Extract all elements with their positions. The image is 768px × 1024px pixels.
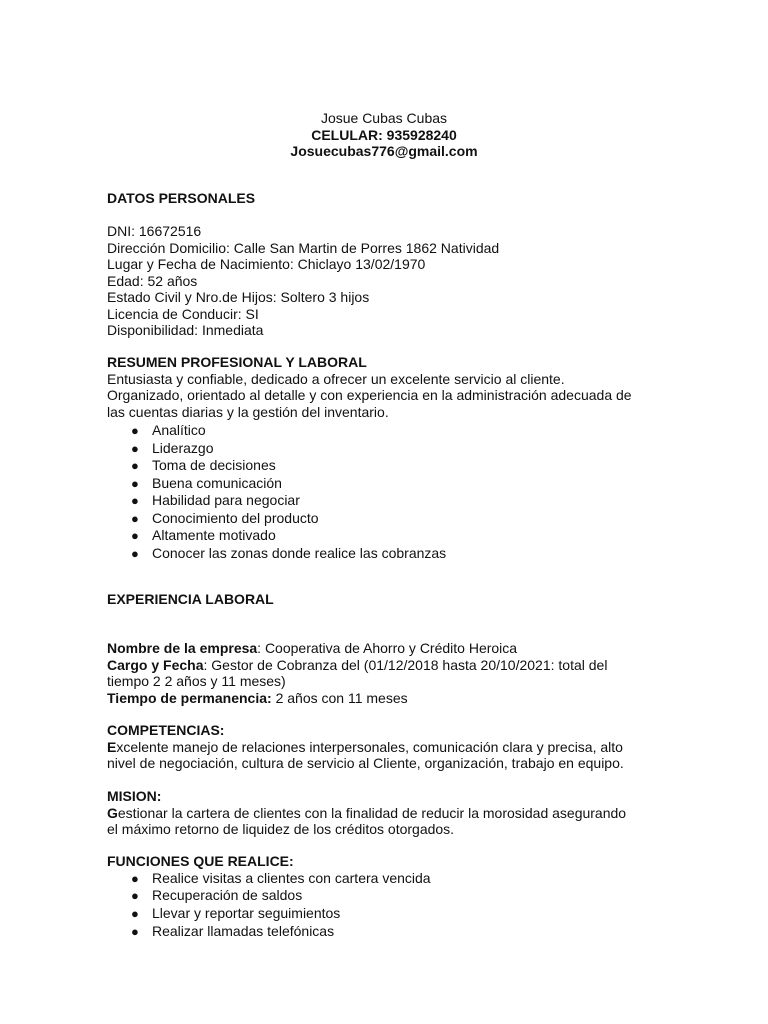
bullet-icon: ●	[131, 510, 139, 526]
competencias-text: Excelente manejo de relaciones interpersonales, comunicación clara y precisa, alto nivel de negociación, cultura de servicio al Cliente, organización, trabajo en equipo.	[107, 738, 624, 771]
list-item: ● Habilidad para negociar	[131, 492, 300, 508]
personal-data-list	[107, 223, 652, 339]
competencias-section	[107, 722, 637, 772]
skills-list	[107, 422, 653, 562]
personal-birth: Lugar y Fecha de Nacimiento: Chiclayo 13/02/1970	[107, 256, 426, 272]
tenure-value: 2 años con 11 meses	[271, 689, 408, 706]
list-item: ● Recuperación de saldos	[131, 887, 303, 904]
bullet-icon: ●	[131, 423, 139, 438]
bullet-icon: ●	[131, 475, 139, 491]
experience-section	[107, 591, 652, 608]
bullet-icon: ●	[131, 458, 139, 473]
list-item: ● Analítico	[131, 422, 206, 438]
list-item: ● Llevar y reportar seguimientos	[131, 905, 341, 922]
phone-number: CELULAR: 935928240	[311, 126, 457, 143]
personal-data-section	[107, 190, 652, 207]
personal-license: Licencia de Conducir: SI	[107, 305, 259, 322]
tenure-label: Tiempo de permanencia:	[107, 689, 272, 706]
list-item: ● Realizar llamadas telefónicas	[131, 922, 335, 939]
bullet-icon: ●	[131, 888, 139, 904]
mision-text: Gestionar la cartera de clientes con la finalidad de reducir la morosidad asegurando el máximo retorno de liquidez de los créditos otorgados.	[107, 804, 627, 837]
experience-heading: EXPERIENCIA LABORAL	[107, 591, 274, 607]
personal-age: Edad: 52 años	[107, 272, 198, 289]
list-item: ● Conocer las zonas donde realice las cobranzas	[131, 544, 447, 561]
bullet-icon: ●	[131, 923, 139, 939]
funciones-list	[107, 870, 652, 941]
funciones-heading: FUNCIONES QUE REALICE:	[107, 853, 294, 869]
experience-details	[107, 640, 627, 706]
bullet-icon: ●	[131, 528, 139, 543]
personal-address: Dirección Domicilio: Calle San Martin de Porres 1862 Natividad	[107, 239, 500, 256]
resume-header	[0, 110, 768, 160]
role-label: Cargo y Fecha	[107, 656, 204, 673]
mision-heading: MISION:	[107, 788, 162, 804]
list-item: ● Buena comunicación	[131, 474, 282, 491]
tenure-line	[107, 690, 627, 707]
list-item: ● Altamente motivado	[131, 527, 276, 543]
summary-section	[107, 354, 653, 562]
list-item: ● Liderazgo	[131, 439, 214, 456]
company-label: Nombre de la empresa	[107, 640, 258, 656]
bullet-icon: ●	[131, 493, 139, 508]
role-value: : Gestor de Cobranza del (01/12/2018 hasta 20/10/2021: total del tiempo 2 2 años y 11 meses)	[107, 656, 608, 689]
bullet-icon: ●	[131, 545, 139, 561]
candidate-name: Josue Cubas Cubas	[320, 110, 448, 126]
bullet-icon: ●	[131, 440, 139, 456]
personal-dni: DNI: 16672516	[107, 223, 202, 239]
competencias-heading: COMPETENCIAS:	[107, 722, 225, 738]
personal-civil-status: Estado Civil y Nro.de Hijos: Soltero 3 hijos	[107, 289, 370, 305]
bullet-icon: ●	[131, 870, 139, 886]
funciones-section	[107, 853, 652, 941]
mision-section	[107, 788, 632, 838]
email-address: Josuecubas776@gmail.com	[290, 143, 478, 159]
personal-data-heading: DATOS PERSONALES	[107, 190, 256, 206]
summary-heading: RESUMEN PROFESIONAL Y LABORAL	[107, 354, 367, 370]
role-line	[107, 657, 627, 690]
summary-paragraph-2: Organizado, orientado al detalle y con experiencia en la administración adecuada de las cuentas diarias y la gestión del inventario.	[107, 387, 632, 420]
list-item: ● Toma de decisiones	[131, 457, 276, 473]
personal-availability: Disponibilidad: Inmediata	[107, 322, 264, 338]
list-item: ● Realice visitas a clientes con cartera vencida	[131, 869, 431, 886]
bullet-icon: ●	[131, 906, 139, 922]
company-value: : Cooperativa de Ahorro y Crédito Heroica	[257, 640, 518, 656]
list-item: ● Conocimiento del producto	[131, 509, 319, 526]
company-line	[107, 640, 627, 657]
summary-paragraph-1: Entusiasta y confiable, dedicado a ofrecer un excelente servicio al cliente.	[107, 370, 565, 387]
